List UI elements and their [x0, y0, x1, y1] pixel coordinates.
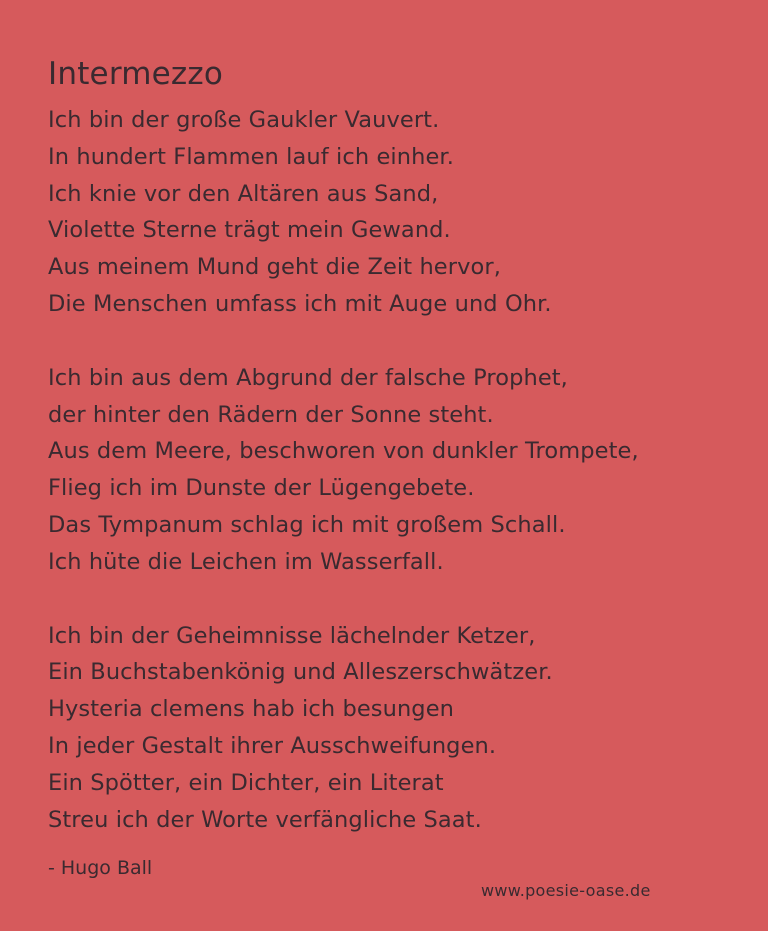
- poem-line: In jeder Gestalt ihrer Ausschweifungen.: [48, 732, 497, 759]
- poem-line: Ich bin der Geheimnisse lächelnder Ketzer,: [48, 622, 536, 649]
- poem-line: Flieg ich im Dunste der Lügengebete.: [48, 475, 475, 502]
- poem-line: Ein Buchstabenkönig und Alleszerschwätzer.: [48, 659, 553, 686]
- poem-line: Hysteria clemens hab ich besungen: [48, 696, 454, 723]
- poem-line: Ein Spötter, ein Dichter, ein Literat: [48, 769, 444, 796]
- poem-line: Streu ich der Worte verfängliche Saat.: [48, 806, 482, 833]
- poem-line: In hundert Flammen lauf ich einher.: [48, 143, 454, 170]
- stanza-3: [48, 618, 738, 839]
- poem-author: - Hugo Ball: [48, 857, 153, 879]
- site-url: www.poesie-oase.de: [481, 881, 651, 900]
- poem-line: Ich hüte die Leichen im Wasserfall.: [48, 548, 444, 575]
- poem-title: Intermezzo: [48, 56, 223, 92]
- poem-line: Ich knie vor den Altären aus Sand,: [48, 180, 439, 207]
- poem-line: Ich bin der große Gaukler Vauvert.: [48, 107, 440, 133]
- poem-line: Aus dem Meere, beschworen von dunkler Trompete,: [48, 438, 639, 465]
- stanza-2: [48, 360, 738, 581]
- poem-line: Aus meinem Mund geht die Zeit hervor,: [48, 254, 501, 281]
- stanza-1: [48, 102, 738, 323]
- poem-line: Das Tympanum schlag ich mit großem Schall.: [48, 511, 566, 538]
- poem-line: Violette Sterne trägt mein Gewand.: [48, 217, 451, 244]
- poem-line: Die Menschen umfass ich mit Auge und Ohr.: [48, 290, 552, 317]
- poem-line: Ich bin aus dem Abgrund der falsche Prophet,: [48, 364, 568, 391]
- poem-card: [48, 52, 738, 875]
- poem-line: der hinter den Rädern der Sonne steht.: [48, 401, 494, 428]
